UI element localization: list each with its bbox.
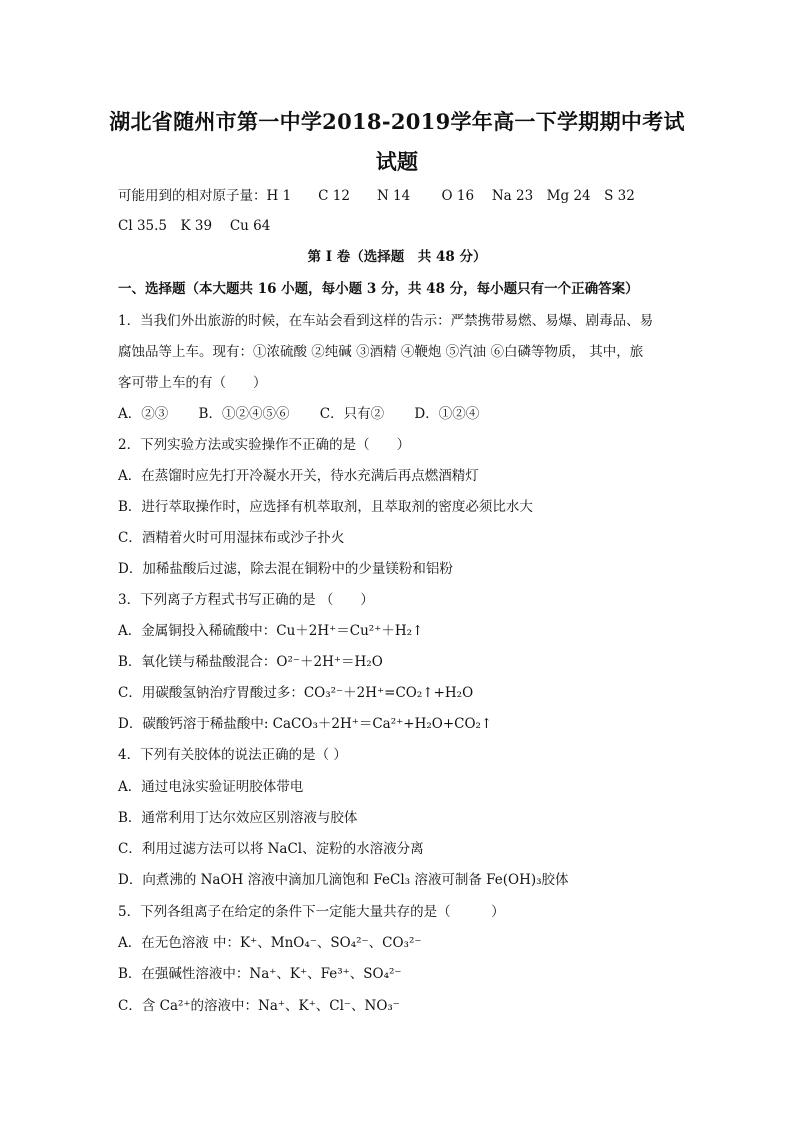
question-1-stem-line1: 1．当我们外出旅游的时候，在车站会看到这样的告示：严禁携带易燃、易爆、剧毒品、易 xyxy=(118,313,654,329)
question-3-option-d: D．碳酸钙溶于稀盐酸中: CaCO₃＋2H⁺＝Ca²⁺+H₂O+CO₂↑ xyxy=(118,716,493,732)
question-4-option-b: B．通常利用丁达尔效应区别溶液与胶体 xyxy=(118,810,358,826)
question-4-option-c: C．利用过滤方法可以将 NaCl、淀粉的水溶液分离 xyxy=(118,841,424,857)
atomic-masses-line1: 可能用到的相对原子量：H 1 C 12 N 14 O 16 Na 23 Mg 24 S 32 xyxy=(118,188,635,204)
question-2-option-b: B．进行萃取操作时，应选择有机萃取剂，且萃取剂的密度必须比水大 xyxy=(118,499,533,515)
question-4-option-a: A．通过电泳实验证明胶体带电 xyxy=(118,779,304,795)
question-5-stem: 5．下列各组离子在给定的条件下一定能大量共存的是（ ） xyxy=(118,904,505,920)
question-1-stem-line3: 客可带上车的有（ ） xyxy=(118,375,267,391)
question-1-stem-line2: 腐蚀品等上车。现有：①浓硫酸 ②纯碱 ③酒精 ④鞭炮 ⑤汽油 ⑥白磷等物质， 其中，旅 xyxy=(118,344,644,360)
question-2-stem: 2．下列实验方法或实验操作不正确的是（ ） xyxy=(118,437,411,453)
question-5-option-a: A．在无色溶液 中：K⁺、MnO₄⁻、SO₄²⁻、CO₃²⁻ xyxy=(118,935,422,951)
question-1-options xyxy=(118,404,678,424)
question-1-option-b: B．①②④⑤⑥ xyxy=(198,406,290,422)
question-4-stem: 4．下列有关胶体的说法正确的是（ ） xyxy=(118,747,347,763)
question-1-option-a: A．②③ xyxy=(118,406,169,422)
question-2-option-c: C．酒精着火时可用湿抹布或沙子扑火 xyxy=(118,530,345,546)
question-3-option-b: B．氧化镁与稀盐酸混合：O²⁻＋2H⁺＝H₂O xyxy=(118,654,383,670)
question-1-option-d: D．①②④ xyxy=(414,406,480,422)
section-heading: 一、选择题（本大题共 16 小题，每小题 3 分，共 48 分，每小题只有一个正确答案） xyxy=(118,281,639,297)
question-2-option-d: D．加稀盐酸后过滤，除去混在铜粉中的少量镁粉和铝粉 xyxy=(118,561,453,577)
question-2-option-a: A．在蒸馏时应先打开冷凝水开关，待水充满后再点燃酒精灯 xyxy=(118,468,479,484)
question-3-option-a: A．金属铜投入稀硫酸中：Cu＋2H⁺＝Cu²⁺＋H₂↑ xyxy=(118,623,424,639)
exam-title-line2: 试题 xyxy=(375,149,419,174)
question-1-option-c: C．只有② xyxy=(319,406,385,422)
question-4-option-d: D．向煮沸的 NaOH 溶液中滴加几滴饱和 FeCl₃ 溶液可制备 Fe(OH)₃胶体 xyxy=(118,872,569,888)
question-5-option-b: B．在强碱性溶液中：Na⁺、K⁺、Fe³⁺、SO₄²⁻ xyxy=(118,966,402,982)
atomic-masses-line2: Cl 35.5 K 39 Cu 64 xyxy=(118,218,271,234)
part-heading: 第 I 卷（选择题 共 48 分） xyxy=(307,249,487,265)
question-3-stem: 3．下列离子方程式书写正确的是 （ ） xyxy=(118,592,374,608)
question-3-option-c: C．用碳酸氢钠治疗胃酸过多：CO₃²⁻＋2H⁺=CO₂↑+H₂O xyxy=(118,685,474,701)
exam-title-line1: 湖北省随州市第一中学2018-2019学年高一下学期期中考试 xyxy=(109,109,685,134)
question-5-option-c: C．含 Ca²⁺的溶液中：Na⁺、K⁺、Cl⁻、NO₃⁻ xyxy=(118,998,400,1014)
